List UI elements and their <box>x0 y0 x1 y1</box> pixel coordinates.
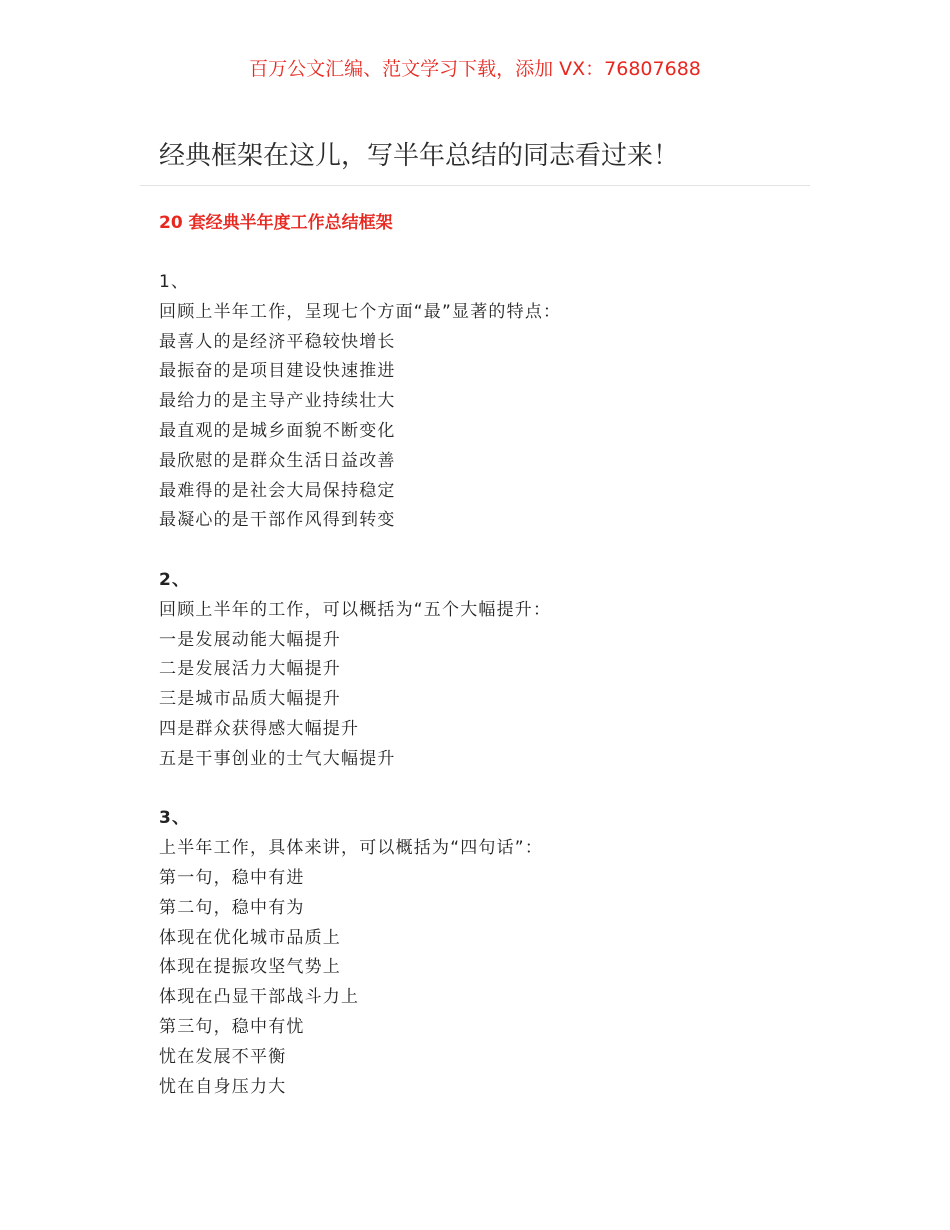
item-line: 最给力的是主导产业持续壮大 <box>159 391 396 412</box>
item-number: 2、 <box>159 569 191 590</box>
item-number: 3、 <box>159 808 191 829</box>
item-line: 第一句，稳中有进 <box>159 867 305 888</box>
item-line: 二是发展活力大幅提升 <box>159 659 341 680</box>
item-line: 回顾上半年工作，呈现七个方面“最”显著的特点： <box>159 301 562 322</box>
item-line: 体现在提振攻坚气势上 <box>159 957 341 978</box>
item-line: 最喜人的是经济平稳较快增长 <box>159 331 396 352</box>
item-line: 最凝心的是干部作风得到转变 <box>159 510 396 531</box>
item-line: 体现在优化城市品质上 <box>159 927 341 948</box>
item-line: 回顾上半年的工作，可以概括为“五个大幅提升： <box>159 599 552 620</box>
item-line: 最直观的是城乡面貌不断变化 <box>159 420 396 441</box>
article-title: 经典框架在这儿，写半年总结的同志看过来！ <box>159 141 680 171</box>
item-line: 上半年工作，具体来讲，可以概括为“四句话”： <box>159 838 544 859</box>
item-line: 体现在凸显干部战斗力上 <box>159 987 360 1008</box>
item-line: 四是群众获得感大幅提升 <box>159 718 360 739</box>
item-line: 最振奋的是项目建设快速推进 <box>159 361 396 382</box>
item-line: 第三句，稳中有忧 <box>159 1016 305 1037</box>
item-line: 忧在自身压力大 <box>159 1076 287 1097</box>
title-divider <box>140 185 810 186</box>
item-line: 第二句，稳中有为 <box>159 897 305 918</box>
paragraph-gap <box>159 775 799 805</box>
item-line: 五是干事创业的士气大幅提升 <box>159 748 396 769</box>
item-line: 最欣慰的是群众生活日益改善 <box>159 450 396 471</box>
item-line: 最难得的是社会大局保持稳定 <box>159 480 396 501</box>
item-line: 一是发展动能大幅提升 <box>159 629 341 650</box>
item-number: 1、 <box>159 272 190 292</box>
item-line: 三是城市品质大幅提升 <box>159 689 341 710</box>
article-body <box>159 268 799 1102</box>
section-heading: 20 套经典半年度工作总结框架 <box>159 213 393 233</box>
promo-banner: 百万公文汇编、范文学习下载，添加 VX：76807688 <box>249 58 701 80</box>
item-line: 忧在发展不平衡 <box>159 1046 287 1067</box>
paragraph-gap <box>159 536 799 566</box>
